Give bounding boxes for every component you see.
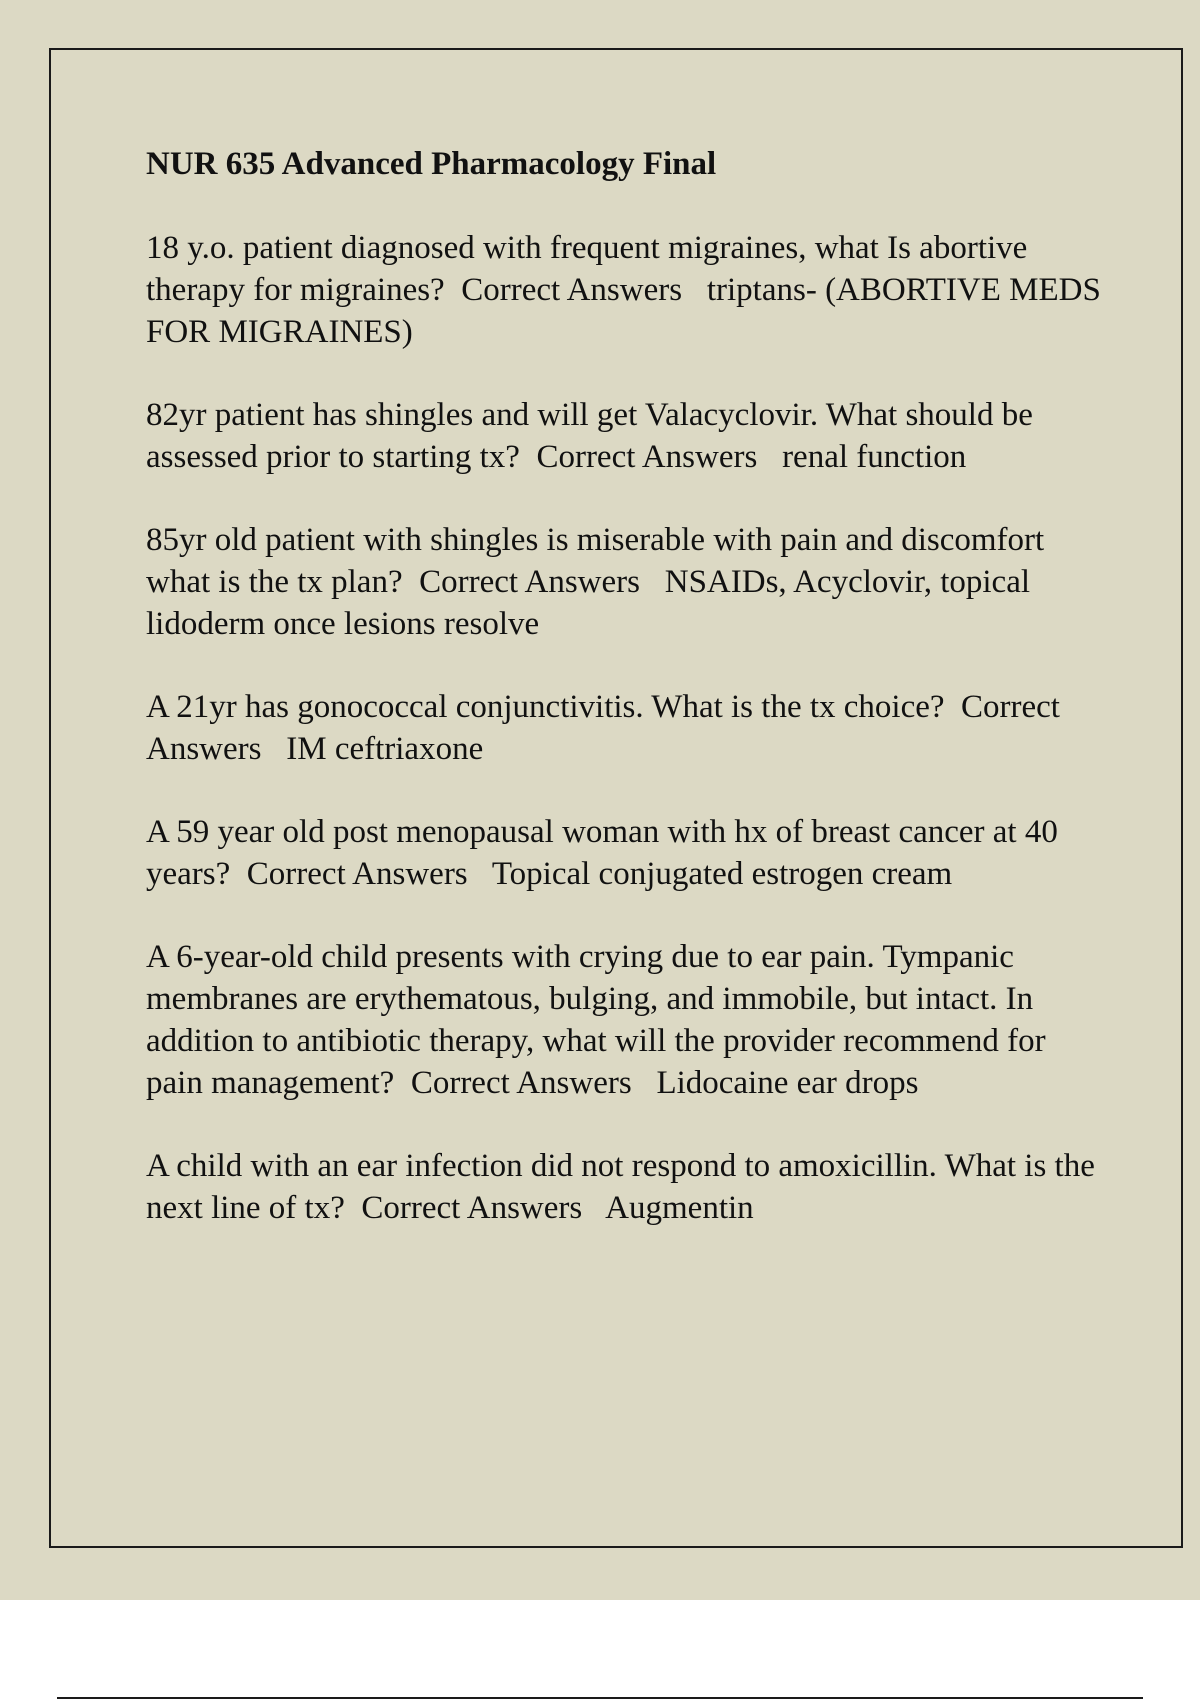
qa-item [146,1145,1106,1229]
question-text: 82yr patient has shingles and will get Valacyclovir. What should be assessed prior to starting tx? [146,397,1033,475]
qa-item [146,519,1106,645]
answer-text: Lidocaine ear drops [656,1065,919,1101]
qa-item [146,936,1106,1104]
question-text: 18 y.o. patient diagnosed with frequent migraines, what Is abortive therapy for migraines? [146,230,1028,308]
answer-label: Correct Answers [419,564,640,600]
answer-text: IM ceftriaxone [286,731,484,767]
answer-label: Correct Answers [461,272,683,308]
question-text: A 21yr has gonococcal conjunctivitis. What is the tx choice? [146,689,945,725]
answer-label: Correct Answers [361,1190,583,1226]
answer-text: renal function [782,439,967,475]
answer-label: Correct Answers [146,689,1060,767]
answer-text: Topical conjugated estrogen cream [491,856,953,892]
question-text: A child with an ear infection did not respond to amoxicillin. What is the next line of tx? [146,1148,1095,1226]
question-text: A 59 year old post menopausal woman with hx of breast cancer at 40 years? [146,814,1058,892]
question-text: 85yr old patient with shingles is miserable with pain and discomfort what is the tx plan? [146,522,1045,600]
qa-item [146,811,1106,895]
document-title: NUR 635 Advanced Pharmacology Final [146,146,717,182]
answer-text: NSAIDs, Acyclovir, topical lidoderm once lesions resolve [146,564,1031,642]
qa-item [146,686,1106,770]
answer-label: Correct Answers [246,856,468,892]
qa-item [146,394,1106,478]
answer-text: triptans- (ABORTIVE MEDS FOR MIGRAINES) [146,272,1101,350]
answer-text: Augmentin [605,1190,754,1226]
document-content [146,143,1106,1270]
page-divider [57,1697,1143,1699]
answer-label: Correct Answers [410,1065,632,1101]
qa-item [146,227,1106,353]
answer-label: Correct Answers [536,439,758,475]
question-text: A 6-year-old child presents with crying due to ear pain. Tympanic membranes are erythematous, bulging, and immobile, but intact. In addition to antibiotic therapy, what will the provider recommend for pain management? [146,939,1046,1101]
